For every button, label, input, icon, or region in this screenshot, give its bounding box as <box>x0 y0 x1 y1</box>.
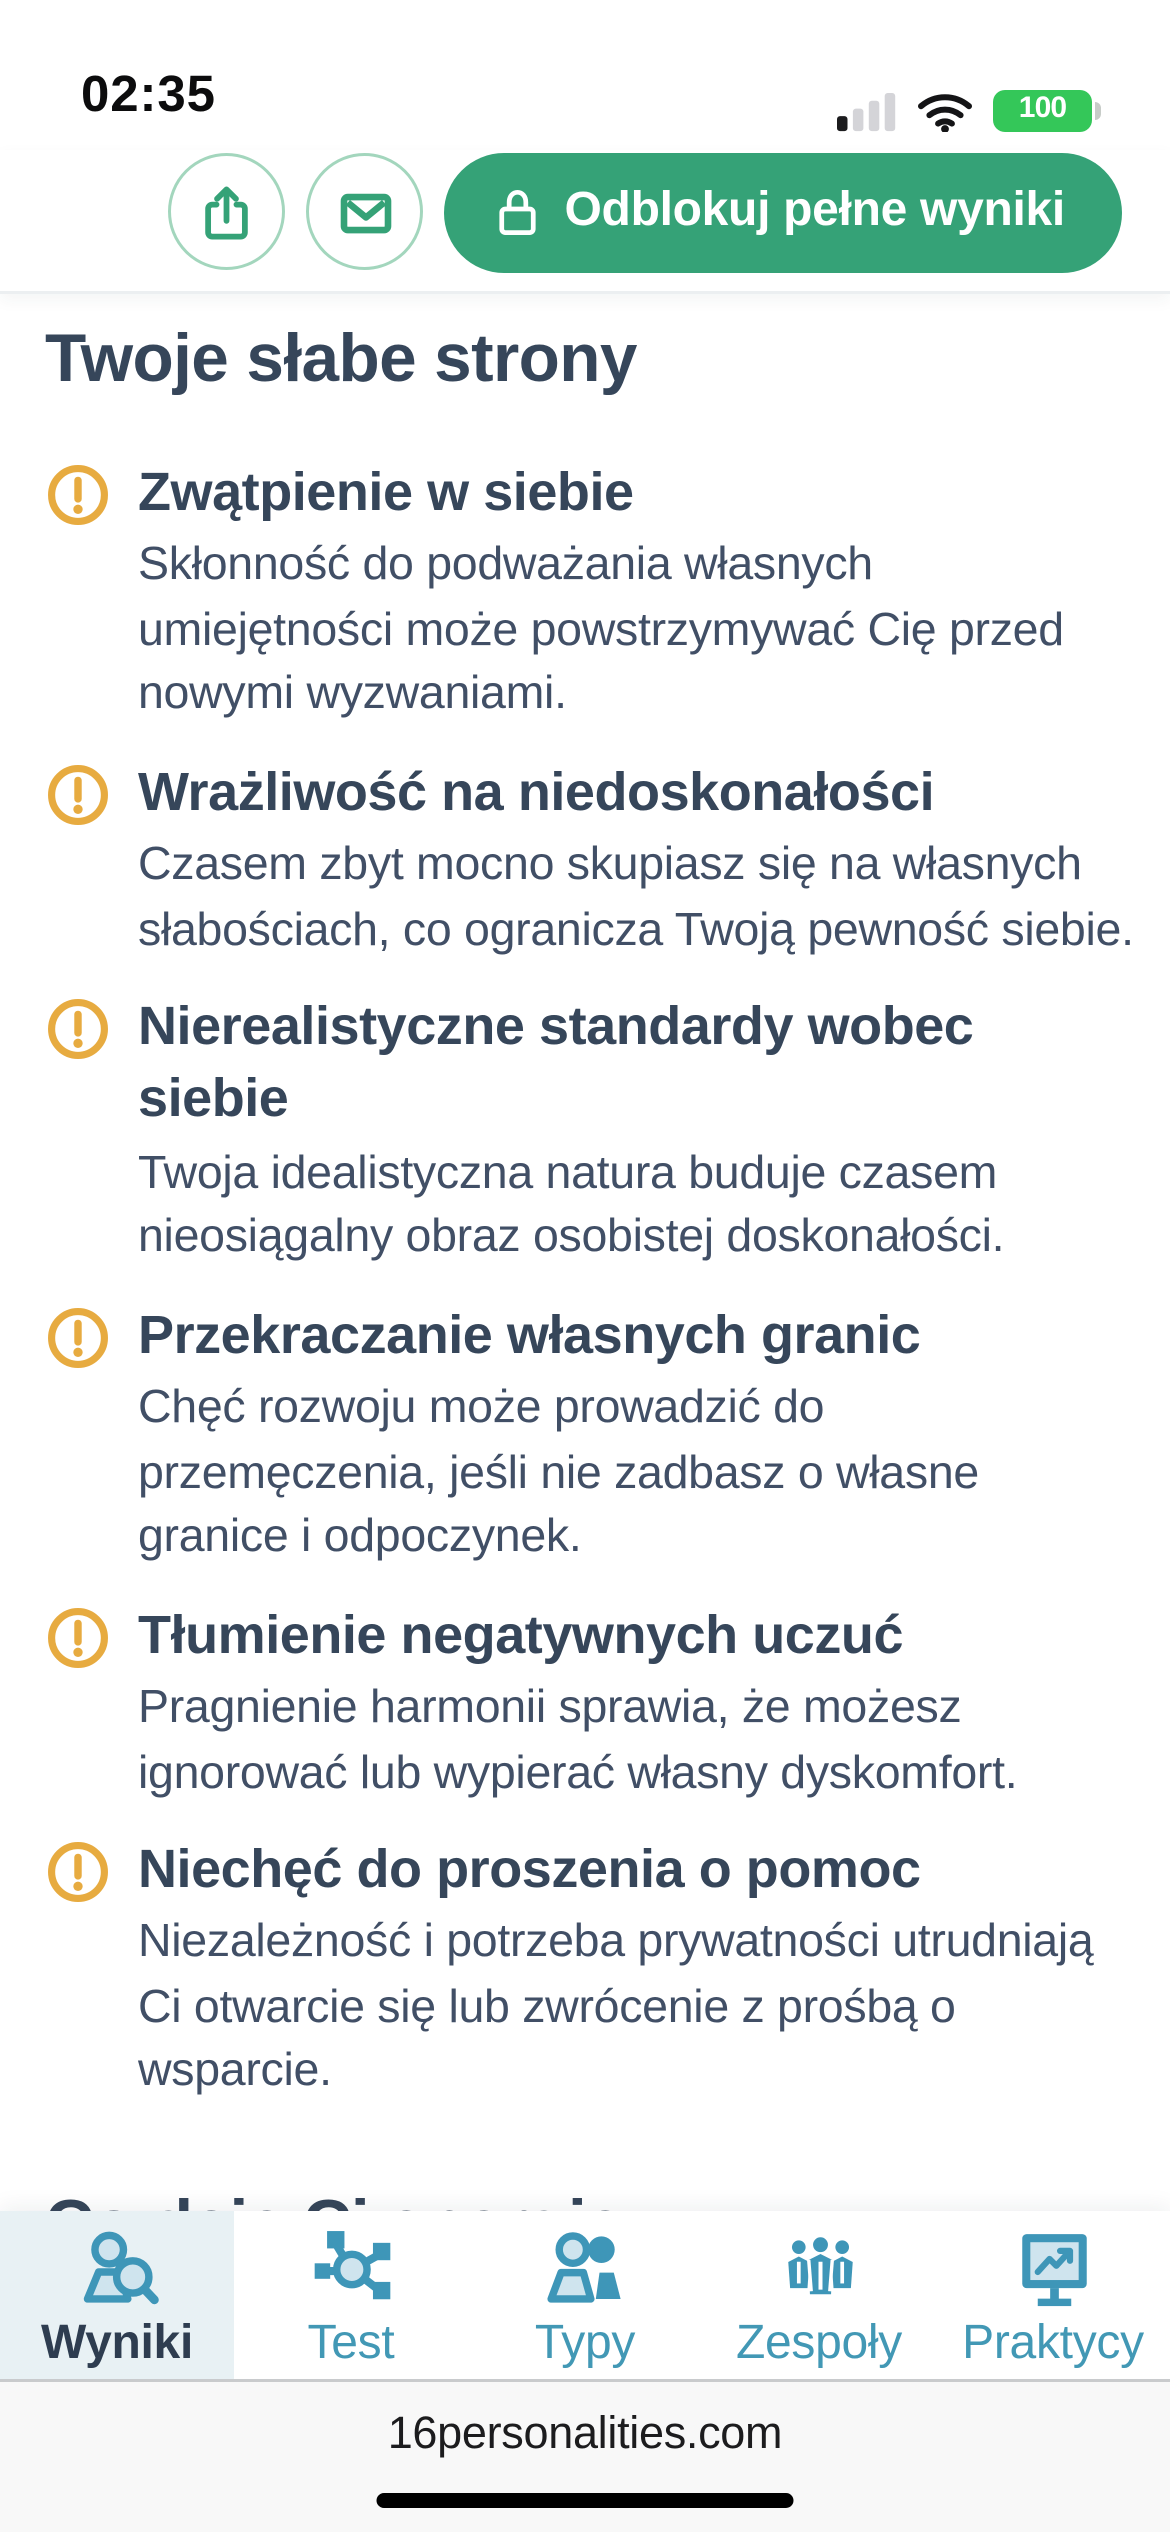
lock-icon <box>496 185 541 239</box>
weakness-text <box>138 1598 1134 1806</box>
unlock-results-button[interactable] <box>445 152 1122 272</box>
status-icons <box>837 90 1092 132</box>
email-results-button[interactable] <box>307 153 424 270</box>
results-page-content <box>0 321 1170 2465</box>
weakness-title: Zwątpienie w siebie <box>138 461 634 522</box>
status-bar <box>0 0 1170 150</box>
url-text: 16personalities.com <box>387 2409 783 2460</box>
weakness-description: Pragnienie harmonii sprawia, że możesz ignorować lub wypierać własny dyskomfort. <box>138 1682 1018 1799</box>
weakness-item <box>45 1298 1134 1571</box>
weakness-item <box>45 1833 1134 2106</box>
warning-circle-icon <box>45 462 111 528</box>
tab-praktycy[interactable] <box>936 2211 1170 2379</box>
weakness-description: Czasem zbyt mocno skupiasz się na własnych słabościach, co ogranicza Twoją pewność siebie. <box>138 840 1134 956</box>
clock: 02:35 <box>81 66 216 123</box>
warning-circle-icon <box>45 761 111 827</box>
tab-label: Praktycy <box>962 2319 1144 2370</box>
weaknesses-section-title: Twoje słabe strony <box>45 321 637 396</box>
mail-icon <box>332 179 398 245</box>
weakness-title: Tłumienie negatywnych uczuć <box>138 1604 904 1665</box>
weakness-description: Skłonność do podważania własnych umiejętności może powstrzymywać Cię przed nowymi wyzwaniami. <box>138 540 1064 721</box>
weakness-title: Wrażliwość na niedoskonałości <box>138 761 935 822</box>
tab-wyniki[interactable] <box>0 2211 234 2379</box>
weakness-description: Chęć rozwoju może prowadzić do przemęczenia, jeśli nie zadbasz o własne granice i odpoczynek. <box>138 1383 979 1564</box>
monitor-chart-icon <box>1007 2223 1100 2316</box>
warning-circle-icon <box>45 996 111 1062</box>
header-actions <box>0 150 1170 294</box>
tab-label: Test <box>307 2319 395 2370</box>
bottom-tab-bar <box>0 2211 1170 2379</box>
weakness-text <box>138 1833 1134 2106</box>
weakness-description: Twoja idealistyczna natura buduje czasem nieosiągalny obraz osobistej doskonałości. <box>138 1148 1005 1264</box>
weakness-description: Niezależność i potrzeba prywatności utrudniają Ci otwarcie się lub zwrócenie z prośbą o wsparcie. <box>138 1917 1094 2099</box>
tab-typy[interactable] <box>468 2211 702 2379</box>
home-indicator[interactable] <box>377 2493 794 2508</box>
cellular-signal-icon <box>837 90 897 132</box>
battery-percent: 100 <box>1018 93 1067 126</box>
tab-test[interactable] <box>234 2211 468 2379</box>
wifi-icon <box>918 92 972 131</box>
browser-address-bar[interactable] <box>0 2379 1170 2532</box>
battery-nub <box>1095 102 1102 120</box>
weakness-text <box>138 1298 1134 1571</box>
warning-circle-icon <box>45 1604 111 1670</box>
weakness-text <box>138 456 1134 729</box>
weakness-item <box>45 990 1134 1271</box>
tab-label: Zespoły <box>735 2319 902 2370</box>
tab-label: Wyniki <box>40 2319 194 2370</box>
two-people-icon <box>539 2223 632 2316</box>
weakness-text <box>138 990 1134 1271</box>
tab-zespoly[interactable] <box>702 2211 936 2379</box>
weakness-title: Nierealistyczne standardy wobec siebie <box>138 996 974 1130</box>
weakness-title: Niechęć do proszenia o pomoc <box>138 1839 921 1900</box>
person-search-icon <box>71 2223 164 2316</box>
tab-label: Typy <box>534 2319 636 2370</box>
weakness-item <box>45 456 1134 729</box>
weakness-item <box>45 755 1134 963</box>
unlock-button-label: Odblokuj pełne wyniki <box>564 184 1065 236</box>
share-icon <box>196 179 259 245</box>
warning-circle-icon <box>45 1304 111 1370</box>
battery-icon <box>993 90 1092 132</box>
weakness-item <box>45 1598 1134 1806</box>
weakness-title: Przekraczanie własnych granic <box>138 1304 921 1365</box>
warning-circle-icon <box>45 1839 111 1905</box>
weakness-text <box>138 755 1134 963</box>
team-group-icon <box>773 2223 866 2316</box>
network-icon <box>305 2223 398 2316</box>
share-button[interactable] <box>169 153 286 270</box>
